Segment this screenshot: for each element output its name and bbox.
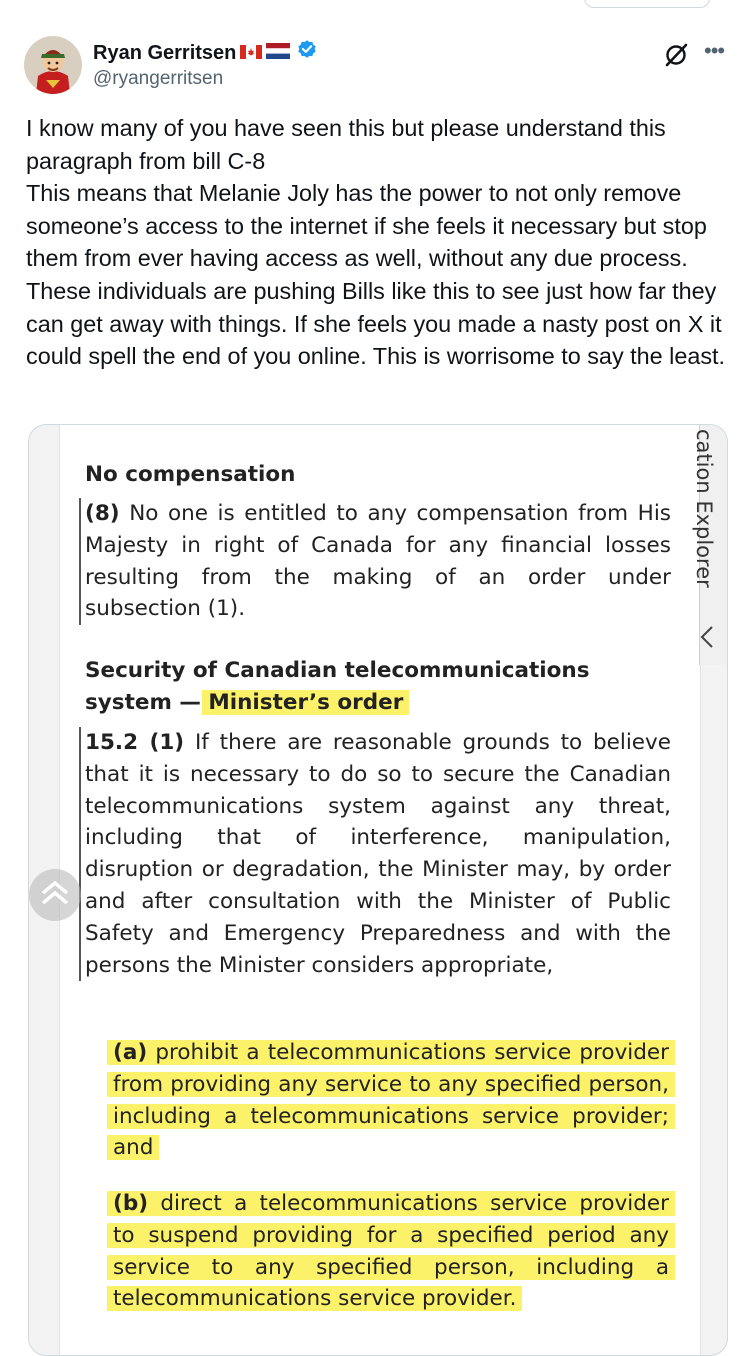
section-15-2-text: If there are reasonable grounds to believe that it is necessary to do so to secure the Canadian telecommunications system against any threat, including that of interference, manipulation, disruption or degradation, the Minister may, by order and after consultation with the Minister of Public Safety and Emergency Preparedness and with the persons the Minister considers appropriate, — [85, 730, 671, 978]
author-display-name[interactable]: Ryan Gerritsen — [93, 41, 237, 64]
chevron-left-icon[interactable] — [695, 623, 719, 651]
section-8-paragraph — [79, 498, 671, 625]
section-15-2-paragraph — [79, 727, 671, 981]
author-handle[interactable]: @ryangerritsen — [93, 68, 224, 89]
scroll-to-top-icon[interactable] — [29, 869, 81, 921]
side-panel-label: cation Explorer — [692, 429, 716, 588]
paragraph-a-label: (a) — [113, 1040, 148, 1065]
more-options-icon[interactable]: ••• — [704, 38, 725, 63]
tweet-text-line-2: This means that Melanie Joly has the power to not only remove someone’s access to the internet if she feels it necessary but stop them from ever having access as well, without any due process. These individuals are pushing Bills like this to see just how far they can get away with things. If she feels you made a nasty post on X it could spell the end of you online. This is worrisome to say the least. — [26, 180, 726, 370]
section-heading-security — [85, 655, 669, 719]
top-pill-control[interactable] — [584, 0, 710, 8]
paragraph-b-text: direct a telecommunications service provider to suspend providing for a specified period any service to any specified person, including a telecommunications service provider. — [113, 1191, 669, 1312]
section-15-2-number: 15.2 (1) — [85, 730, 185, 755]
paragraph-a-text: prohibit a telecommunications service provider from providing any service to any specified person, including a telecommunications service provider; and — [113, 1040, 669, 1161]
tweet-text-line-1: I know many of you have seen this but please understand this paragraph from bill C-8 — [26, 115, 666, 174]
paragraph-b — [113, 1188, 669, 1315]
section-heading-security-part1: Security of Canadian telecommunications system — — [85, 658, 590, 715]
paragraph-a — [113, 1037, 669, 1164]
canada-flag-icon — [240, 40, 262, 66]
section-heading-ministers-order: Minister’s order — [208, 690, 404, 715]
tweet-header — [24, 36, 730, 96]
grok-icon[interactable] — [664, 42, 690, 68]
paragraph-b-label: (b) — [113, 1191, 149, 1216]
section-8-text: No one is entitled to any compensation from His Majesty in right of Canada for any financial losses resulting from the making of an order under subsection (1). — [85, 501, 671, 622]
section-heading-no-compensation: No compensation — [85, 462, 296, 487]
section-8-number: (8) — [85, 501, 120, 526]
verified-badge-icon[interactable] — [296, 38, 318, 67]
tweet-media-image[interactable] — [28, 424, 728, 1356]
avatar[interactable] — [24, 36, 82, 94]
netherlands-flag-icon — [266, 40, 290, 66]
tweet-text — [26, 112, 726, 373]
